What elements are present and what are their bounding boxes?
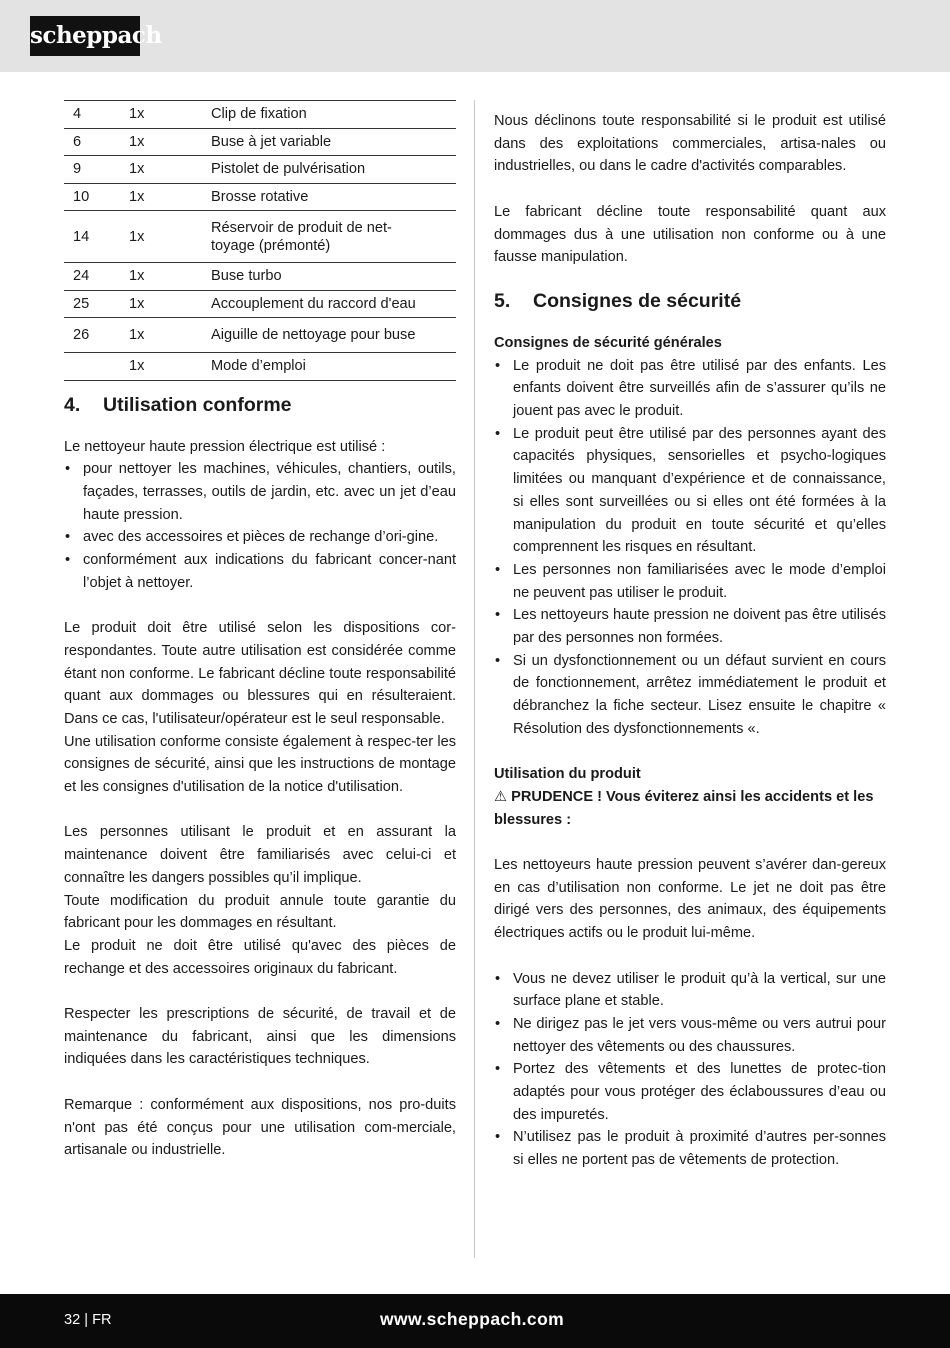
general-safety-heading: Consignes de sécurité générales [494, 334, 722, 351]
section-title: Utilisation conforme [103, 393, 292, 416]
list-item: • Ne dirigez pas le jet vers vous-même ou vers autrui pour nettoyer des vêtements ou des chaussures. [494, 1013, 886, 1058]
list-item: • conformément aux indications du fabricant concer-nant l’objet à nettoyer. [64, 549, 456, 594]
warning-triangle-icon: ⚠ [494, 788, 508, 805]
part-number: 9 [64, 156, 120, 184]
part-qty: 1x [120, 318, 202, 353]
part-number: 26 [64, 318, 120, 353]
paragraph: Le produit ne doit être utilisé qu'avec des pièces de rechange et des accessoires originaux du fabricant. [64, 937, 456, 977]
table-row [64, 318, 456, 353]
part-number: 14 [64, 211, 120, 263]
part-number: 24 [64, 263, 120, 291]
right-column [494, 110, 886, 1172]
header-bar [0, 0, 950, 72]
part-qty: 1x [120, 101, 202, 129]
part-qty: 1x [120, 128, 202, 156]
table-row [64, 263, 456, 291]
paragraph: Les nettoyeurs haute pression peuvent s’avérer dan-gereux en cas d’utilisation non conforme. Le jet ne doit pas être dirigé vers des personnes, des animaux, des équipements électriques actifs ou le produit lui-même. [494, 857, 886, 942]
product-usage-heading: Utilisation du produit [494, 766, 641, 783]
section-number: 5. [494, 289, 511, 312]
paragraph: Une utilisation conforme consiste également à respec-ter les consignes de sécurité, ainsi que les instructions de montage et les consignes d'utilisation de la notice d'utilisation. [64, 733, 456, 796]
footer-bar [0, 1294, 950, 1348]
scheppach-logo: scheppach [30, 16, 140, 56]
section-4-bullets [64, 458, 456, 594]
part-number: 6 [64, 128, 120, 156]
part-number: 25 [64, 290, 120, 318]
table-row [64, 156, 456, 184]
part-number: 10 [64, 183, 120, 211]
list-item: • Vous ne devez utiliser le produit qu’à la vertical, sur une surface plane et stable. [494, 968, 886, 1013]
section-5-heading [494, 289, 886, 313]
warning-text: PRUDENCE ! Vous éviterez ainsi les accidents et les blessures : [494, 788, 874, 828]
part-desc: Réservoir de produit de net-toyage (prémonté) [202, 211, 456, 263]
table-row [64, 353, 456, 381]
table-row [64, 101, 456, 129]
part-desc: Clip de fixation [202, 101, 456, 129]
paragraph: Remarque : conformément aux dispositions, nos pro-duits n'ont pas été conçus pour une utilisation com-merciale, artisanale ou industrielle. [64, 1096, 456, 1159]
column-divider [474, 100, 475, 1258]
table-row [64, 211, 456, 263]
paragraph: Respecter les prescriptions de sécurité, de travail et de maintenance du fabricant, ainsi que les dimensions indiquées dans les caractéristiques techniques. [64, 1006, 456, 1068]
part-qty: 1x [120, 156, 202, 184]
section-number: 4. [64, 393, 81, 416]
website-link[interactable]: www.scheppach.com [380, 1309, 565, 1329]
caution-warning [494, 786, 886, 831]
part-desc: Brosse rotative [202, 183, 456, 211]
usage-bullets [494, 968, 886, 1172]
paragraph: Toute modification du produit annule toute garantie du fabricant pour les dommages en résultant. [64, 892, 456, 932]
table-row [64, 290, 456, 318]
list-item: • Les nettoyeurs haute pression ne doivent pas être utilisés par des personnes non formées. [494, 604, 886, 649]
part-qty: 1x [120, 211, 202, 263]
paragraph: Le fabricant décline toute responsabilité quant aux dommages dus à une utilisation non conforme ou à une fausse manipulation. [494, 203, 886, 266]
paragraph: Le produit doit être utilisé selon les dispositions cor-respondantes. Toute autre utilisation est considérée comme étant non conforme. Le fabricant décline toute responsabilité quant aux dommages ou blessures qui en résulteraient. Dans ce cas, l'utilisateur/opérateur est le seul responsable. [64, 620, 456, 727]
part-qty: 1x [120, 263, 202, 291]
list-item: • Le produit ne doit pas être utilisé par des enfants. Les enfants doivent être surveillés afin de s’assurer qu’ils ne jouent pas avec le produit. [494, 355, 886, 423]
table-row [64, 128, 456, 156]
part-desc: Buse à jet variable [202, 128, 456, 156]
section-4-intro: Le nettoyeur haute pression électrique est utilisé : [64, 438, 386, 455]
left-column [64, 100, 456, 1162]
section-4-heading [64, 393, 456, 417]
list-item: • Portez des vêtements et des lunettes de protec-tion adaptés pour vous protéger des éclaboussures d’eau ou des impuretés. [494, 1058, 886, 1126]
list-item: • Si un dysfonctionnement ou un défaut survient en cours de fonctionnement, arrêtez immédiatement le produit et débranchez la fiche secteur. Lisez ensuite le chapitre « Résolution des dysfonctionnements «. [494, 650, 886, 741]
part-desc: Mode d’emploi [202, 353, 456, 381]
part-number: 4 [64, 101, 120, 129]
part-qty: 1x [120, 290, 202, 318]
page-number: 32 | FR [64, 1312, 112, 1328]
table-row [64, 183, 456, 211]
paragraph: Les personnes utilisant le produit et en assurant la maintenance doivent être familiarisés avec celui-ci et connaître les dangers possibles qu’il implique. [64, 824, 456, 886]
list-item: • Le produit peut être utilisé par des personnes ayant des capacités physiques, sensorielles et psycho-logiques limitées ou manquant d’expérience et de connaissance, si elles sont surveillées ou si elles ont été formées à la manipulation du produit en toute sécurité et qu’elles comprennent les risques en résultant. [494, 423, 886, 559]
part-desc: Accouplement du raccord d'eau [202, 290, 456, 318]
general-safety-bullets [494, 355, 886, 741]
part-qty: 1x [120, 353, 202, 381]
parts-table [64, 100, 456, 381]
section-title: Consignes de sécurité [533, 289, 742, 312]
part-desc: Aiguille de nettoyage pour buse [202, 318, 456, 353]
part-desc: Buse turbo [202, 263, 456, 291]
part-number [64, 353, 120, 381]
part-qty: 1x [120, 183, 202, 211]
list-item: • N’utilisez pas le produit à proximité d’autres per-sonnes si elles ne portent pas de vêtements de protection. [494, 1126, 886, 1171]
list-item: • Les personnes non familiarisées avec le mode d’emploi ne peuvent pas utiliser le produit. [494, 559, 886, 604]
list-item: • pour nettoyer les machines, véhicules, chantiers, outils, façades, terrasses, outils de jardin, etc. avec un jet d’eau haute pression. [64, 458, 456, 526]
paragraph: Nous déclinons toute responsabilité si le produit est utilisé dans des exploitations commerciales, artisa-nales ou industrielles, ou dans le cadre d'activités comparables. [494, 113, 886, 175]
part-desc: Pistolet de pulvérisation [202, 156, 456, 184]
list-item: • avec des accessoires et pièces de rechange d’ori-gine. [64, 526, 456, 549]
